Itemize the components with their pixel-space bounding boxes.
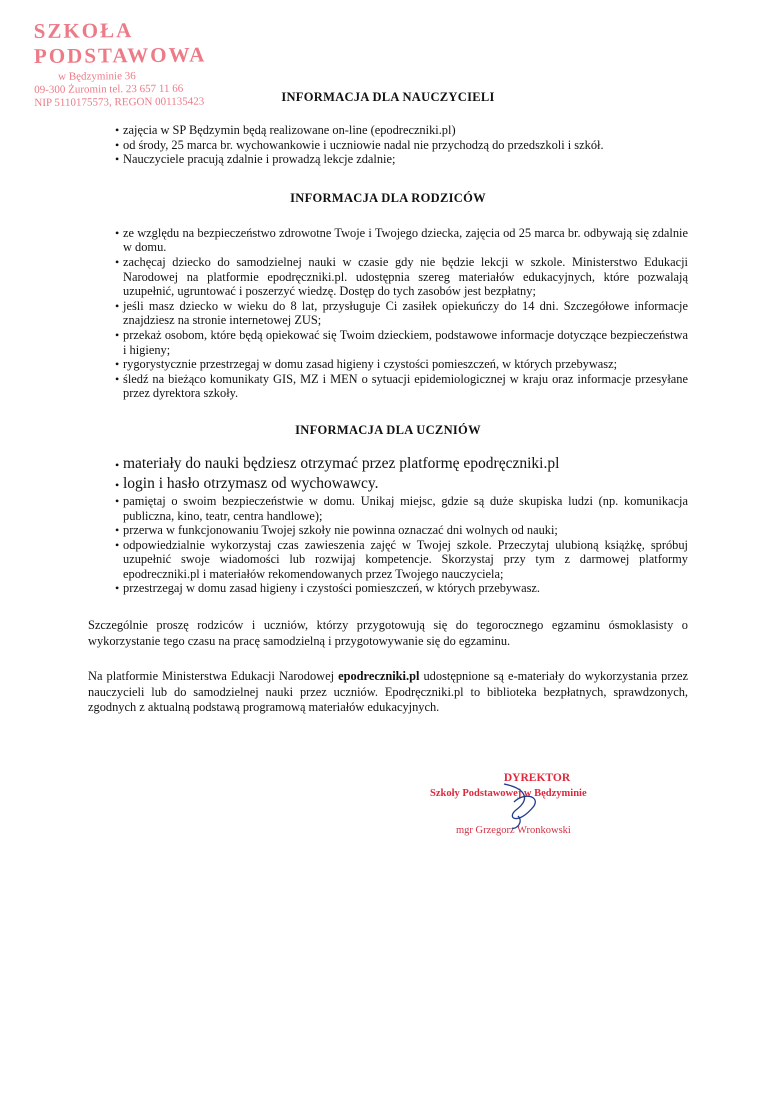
paragraph-platform [88,669,688,716]
list-item: • login i hasło otrzymasz od wychowawcy. [88,474,688,494]
list-item: • ze względu na bezpieczeństwo zdrowotne Twoje i Twojego dziecka, zajęcia od 25 marca br. odbywają się zdalnie w domu. [88,226,688,255]
list-item: • przerwa w funkcjonowaniu Twojej szkoły nie powinna oznaczać dni wolnych od nauki; [88,523,688,538]
signature-name: mgr Grzegorz Wronkowski [456,825,571,836]
list-item: • Nauczyciele pracują zdalnie i prowadzą lekcje zdalnie; [88,152,688,167]
list-item: • zachęcaj dziecko do samodzielnej nauki w czasie gdy nie będzie lekcji w szkole. Ministerstwo Edukacji Narodowej na platformie epodręczniki.pl. udostępnia szereg materiałów edukacyjnych, które pozwalają uzupełnić, ugruntować i poszerzyć wiedzę. Dostęp do tych zasobów jest bezpłatny; [88,255,688,299]
handwritten-signature [494,776,554,836]
teachers-list [88,123,688,167]
signature-school: Szkoły Podstawowej w Będzyminie [430,788,587,799]
signature-block [430,772,630,836]
students-heading: INFORMACJA DLA UCZNIÓW [295,422,481,437]
list-item: • pamiętaj o swoim bezpieczeństwie w domu. Unikaj miejsc, gdzie są duże skupiska ludzi (np. komunikacja publiczna, kino, teatr, centra handlowe); [88,494,688,523]
stamp-line: SZKOŁA PODSTAWOWA [33,18,207,69]
list-item: • przestrzegaj w domu zasad higieny i czystości pomieszczeń, w których przebywasz. [88,581,688,596]
list-item: • rygorystycznie przestrzegaj w domu zasad higieny i czystości pomieszczeń, w których przebywasz; [88,357,688,372]
document-body [88,90,688,716]
stamp-line: 09-300 Żuromin tel. 23 657 11 66 [34,82,184,97]
parents-heading: INFORMACJA DLA RODZICÓW [290,190,486,205]
list-item: • od środy, 25 marca br. wychowankowie i uczniowie nadal nie przychodzą do przedszkoli i szkół. [88,138,688,153]
paragraph-exam: Szczególnie proszę rodziców i uczniów, którzy przygotowują się do tegorocznego egzaminu ósmoklasisty o wykorzystanie tego czasu na pracę samodzielną i przygotowywanie się do egzaminu. [88,618,688,648]
paragraph-text: Na platformie Ministerstwa Edukacji Narodowej [88,669,339,684]
list-item: • zajęcia w SP Będzymin będą realizowane on-line (epodreczniki.pl) [88,123,688,138]
teachers-heading: INFORMACJA DLA NAUCZYCIELI [281,90,495,104]
list-item: • jeśli masz dziecko w wieku do 8 lat, przysługuje Ci zasiłek opiekuńczy do 14 dni. Szczegółowe informacje znajdziesz na stronie internetowej ZUS; [88,299,688,328]
signature-title: DYREKTOR [503,772,571,784]
stamp-line: w Będzyminie 36 [58,70,136,83]
parents-list [88,226,688,401]
paragraph-text: udostępnione są e-materiały do wykorzystania przez nauczycieli lub do samodzielnej nauki przez uczniów. Epodręczniki.pl to biblioteka bezpłatnych, sprawdzonych, zgodnych z aktualną podstawą programową materiałów edukacyjnych. [88,669,688,715]
list-item: • przekaż osobom, które będą opiekować się Twoim dzieckiem, podstawowe informacje dotyczące bezpieczeństwa i higieny; [88,328,688,357]
list-item: • odpowiedzialnie wykorzystaj czas zawieszenia zajęć w Twojej szkole. Przeczytaj ulubioną książkę, spróbuj uzupełnić swoje wiadomości lub rozwijaj kompetencje. Skorzystaj przy tym z darmowej platformy epodreczniki.pl i materiałów rekomendowanych przez Twojego nauczyciela; [88,538,688,582]
students-list [88,494,688,596]
list-item: • materiały do nauki będziesz otrzymać przez platformę epodręczniki.pl [88,454,688,474]
stamp-line: NIP 5110175573, REGON 001135423 [34,95,205,110]
list-item: • śledź na bieżąco komunikaty GIS, MZ i MEN o sytuacji epidemiologicznej w kraju oraz informacje przesyłane przez dyrektora szkoły. [88,372,688,401]
platform-name: epodreczniki.pl [338,669,420,684]
students-big-list [88,454,688,494]
